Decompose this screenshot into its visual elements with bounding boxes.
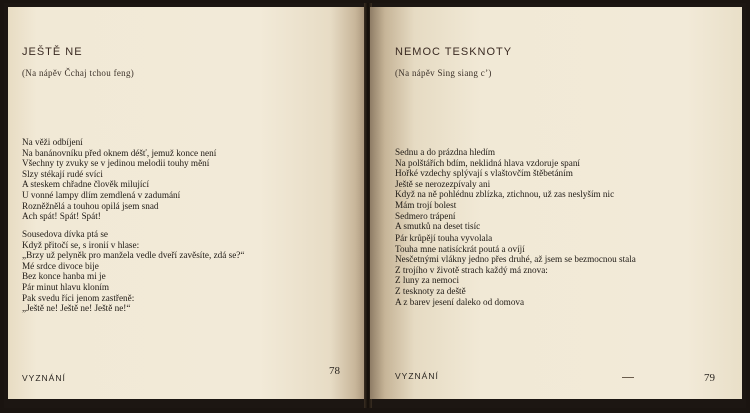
verse-line: Z tesknoty za deště <box>395 285 466 296</box>
verse-line: Pak svedu říci jenom zastřeně: <box>22 292 135 303</box>
verse-line: Když na ně pohlédnu zblízka, ztichnou, už zas neslyším nic <box>395 189 615 200</box>
verse-line: A z barev jesení daleko od domova <box>395 296 525 307</box>
stanza-1 <box>22 137 216 222</box>
verse-line: Mám trojí bolest <box>395 199 457 210</box>
footer-dash <box>622 377 634 378</box>
verse-line: Pár krůpějí touha vyvolala <box>395 233 493 243</box>
verse-line: A steskem chřadne člověk milující <box>22 179 150 190</box>
page-number: 78 <box>329 365 340 377</box>
page-number: 79 <box>704 372 715 384</box>
verse-line: Sedmero trápení <box>395 210 456 221</box>
stanza-2 <box>395 233 636 307</box>
verse-line: Slzy stékají rudé svíci <box>22 168 103 179</box>
verse-line: Když přitočí se, s ironií v hlase: <box>22 239 140 250</box>
poem-title: JEŠTĚ NE <box>22 46 83 58</box>
verse-line: Na věži odbíjení <box>22 137 83 147</box>
verse-line: Touha mne natisíckrát poutá a ovíjí <box>395 243 525 254</box>
verse-line: Na polštářích bdím, neklidná hlava vzdoruje spaní <box>395 157 580 168</box>
verse-line: Rozněžnělá a touhou opilá jsem snad <box>22 200 159 211</box>
verse-line: Ještě se nerozezpívaly ani <box>395 178 491 189</box>
open-book <box>4 3 746 408</box>
poem-subtitle: (Na nápěv Čchaj tchou feng) <box>22 68 135 78</box>
verse-line: Všechny ty zvuky se v jedinou melodii touhy mění <box>22 158 210 169</box>
verse-line: Sednu a do prázdna hledím <box>395 147 496 157</box>
verse-line: U vonné lampy dlím zemdlená v zadumání <box>22 189 181 200</box>
right-page <box>370 7 742 399</box>
verse-line: Pár minut hlavu kloním <box>22 281 110 292</box>
verse-line: Na banánovníku před oknem déšť, jemuž konce není <box>22 147 217 158</box>
verse-line: „Brzy už pelyněk pro manžela vedle dveří zavěsíte, zdá se?“ <box>22 250 245 261</box>
left-page <box>8 7 366 399</box>
verse-line: A smutků na deset tisíc <box>395 221 481 232</box>
verse-line: Hořké vzdechy splývají s vlaštovčím štěbetáním <box>395 168 573 179</box>
section-label: VYZNÁNÍ <box>395 371 439 381</box>
verse-line: Ach spát! Spát! Spát! <box>22 211 101 222</box>
poem-title: NEMOC TESKNOTY <box>395 46 513 58</box>
verse-line: Z luny za nemoci <box>395 275 460 286</box>
verse-line: „Ještě ne! Ještě ne! Ještě ne!“ <box>22 303 131 314</box>
verse-line: Sousedova dívka ptá se <box>22 229 108 239</box>
stanza-2 <box>22 229 244 314</box>
stanza-1 <box>395 147 614 232</box>
verse-line: Mé srdce divoce bije <box>22 260 99 271</box>
verse-line: Z trojího v životě strach každý má znova: <box>395 264 548 275</box>
section-label: VYZNÁNÍ <box>22 373 66 383</box>
verse-line: Nesčetnými vlákny jedno přes druhé, až jsem se bezmocnou stala <box>395 254 636 265</box>
verse-line: Bez konce hanba mi je <box>22 271 106 282</box>
poem-subtitle: (Na nápěv Sing siang c’) <box>395 68 492 78</box>
